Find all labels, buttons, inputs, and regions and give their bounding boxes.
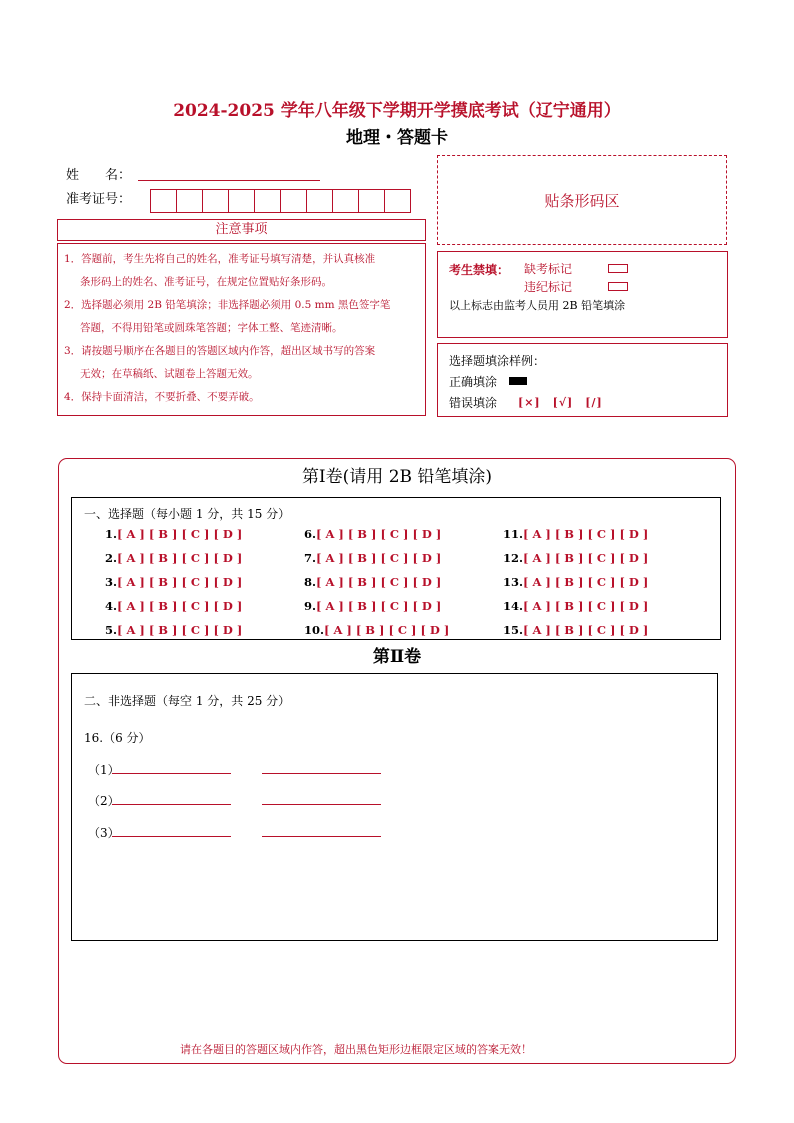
mc-question-number: 13. <box>503 575 524 589</box>
answer-blank[interactable] <box>262 773 381 774</box>
non-choice-box <box>71 673 718 941</box>
part2-title: 第Ⅱ卷 <box>372 647 422 667</box>
mc-options[interactable]: [ A ] [ B ] [ C ] [ D ] <box>316 527 442 541</box>
mc-options[interactable]: [ A ] [ B ] [ C ] [ D ] <box>117 551 243 565</box>
mc-options[interactable]: [ A ] [ B ] [ C ] [ D ] <box>117 599 243 613</box>
wrong-fill-examples: [×] [√] [/] <box>518 396 603 409</box>
mc-question-row[interactable] <box>304 527 441 541</box>
notice-item: 答题，不得用铅笔或圆珠笔答题；字体工整、笔迹清晰。 <box>80 322 343 334</box>
id-digit-box[interactable] <box>358 189 385 213</box>
answer-blank[interactable] <box>112 836 231 837</box>
mc-options[interactable]: [ A ] [ B ] [ C ] [ D ] <box>117 527 243 541</box>
mc-question-row[interactable] <box>105 575 242 589</box>
mc-options[interactable]: [ A ] [ B ] [ C ] [ D ] <box>316 575 442 589</box>
exam-subtitle: 地理・答题卡 <box>346 128 448 148</box>
mc-question-row[interactable] <box>105 599 242 613</box>
mc-question-row[interactable] <box>304 599 441 613</box>
multiple-choice-box <box>71 497 721 640</box>
id-digit-box[interactable] <box>150 189 177 213</box>
mc-question-number: 9. <box>304 599 317 613</box>
mc-question-row[interactable] <box>503 527 648 541</box>
examiner-only-label: 考生禁填： <box>449 263 510 277</box>
mc-question-row[interactable] <box>304 575 441 589</box>
mc-question-row[interactable] <box>503 599 648 613</box>
mc-question-number: 7. <box>304 551 317 565</box>
fill-sample-box <box>437 343 728 417</box>
id-digit-box[interactable] <box>254 189 281 213</box>
answer-blank[interactable] <box>112 773 231 774</box>
notice-item: 2．选择题必须用 2B 铅笔填涂；非选择题必须用 0.5 mm 黑色签字笔 <box>64 299 391 311</box>
barcode-area <box>437 155 727 245</box>
sub-question-label: （1） <box>88 763 120 777</box>
violation-mark-box[interactable] <box>608 282 628 291</box>
mc-options[interactable]: [ A ] [ B ] [ C ] [ D ] <box>523 575 649 589</box>
barcode-area-label: 贴条形码区 <box>544 191 620 210</box>
mc-options[interactable]: [ A ] [ B ] [ C ] [ D ] <box>523 551 649 565</box>
sub-question-label: （2） <box>88 794 120 808</box>
correct-fill-label: 正确填涂 <box>449 375 498 389</box>
answer-blank[interactable] <box>112 804 231 805</box>
id-label: 准考证号： <box>66 192 132 207</box>
mc-question-row[interactable] <box>503 623 648 637</box>
wrong-fill-label: 错误填涂 <box>449 396 498 410</box>
mc-question-number: 8. <box>304 575 317 589</box>
mc-question-number: 10. <box>304 623 325 637</box>
mc-section-title: 一、选择题（每小题 1 分，共 15 分） <box>84 507 291 521</box>
mc-options[interactable]: [ A ] [ B ] [ C ] [ D ] <box>316 551 442 565</box>
id-digit-box[interactable] <box>332 189 359 213</box>
mc-question-number: 5. <box>105 623 118 637</box>
sub-question-label: （3） <box>88 826 120 840</box>
mc-question-number: 3. <box>105 575 118 589</box>
mc-question-number: 1. <box>105 527 118 541</box>
mc-options[interactable]: [ A ] [ B ] [ C ] [ D ] <box>117 623 243 637</box>
mc-question-row[interactable] <box>304 551 441 565</box>
notice-heading: 注意事项 <box>57 219 426 241</box>
mc-question-number: 14. <box>503 599 524 613</box>
notice-item: 1．答题前，考生先将自己的姓名，准考证号填写清楚，并认真核准 <box>64 253 376 265</box>
mc-question-number: 11. <box>503 527 524 541</box>
violation-mark-label: 违纪标记 <box>524 280 573 294</box>
correct-fill-example <box>509 377 527 385</box>
notice-body <box>57 243 426 416</box>
mc-options[interactable]: [ A ] [ B ] [ C ] [ D ] <box>523 527 649 541</box>
mc-options[interactable]: [ A ] [ B ] [ C ] [ D ] <box>117 575 243 589</box>
notice-item: 3．请按题号顺序在各题目的答题区域内作答，超出区域书写的答案 <box>64 345 376 357</box>
mc-options[interactable]: [ A ] [ B ] [ C ] [ D ] <box>324 623 450 637</box>
answer-blank[interactable] <box>262 804 381 805</box>
mc-options[interactable]: [ A ] [ B ] [ C ] [ D ] <box>523 599 649 613</box>
notice-item: 4．保持卡面清洁，不要折叠、不要弄破。 <box>64 391 260 403</box>
absent-mark-box[interactable] <box>608 264 628 273</box>
absent-mark-label: 缺考标记 <box>524 262 573 276</box>
id-digit-box[interactable] <box>202 189 229 213</box>
mc-question-row[interactable] <box>304 623 449 637</box>
mc-question-row[interactable] <box>105 527 242 541</box>
mc-options[interactable]: [ A ] [ B ] [ C ] [ D ] <box>523 623 649 637</box>
id-digit-box[interactable] <box>384 189 411 213</box>
mc-question-row[interactable] <box>503 551 648 565</box>
mc-question-row[interactable] <box>105 551 242 565</box>
mc-question-number: 6. <box>304 527 317 541</box>
notice-item: 条形码上的姓名、准考证号，在规定位置贴好条形码。 <box>80 276 332 288</box>
mc-question-number: 12. <box>503 551 524 565</box>
examiner-only-box <box>437 251 728 338</box>
id-digit-box[interactable] <box>228 189 255 213</box>
mc-question-row[interactable] <box>503 575 648 589</box>
answer-blank[interactable] <box>262 836 381 837</box>
notice-item: 无效；在草稿纸、试题卷上答题无效。 <box>80 368 259 380</box>
exam-title: 2024-2025 学年八年级下学期开学摸底考试（辽宁通用） <box>173 101 621 121</box>
np-section-title: 二、非选择题（每空 1 分，共 25 分） <box>84 694 291 708</box>
id-number-boxes[interactable] <box>151 189 411 211</box>
fill-sample-title: 选择题填涂样例： <box>449 354 546 368</box>
id-digit-box[interactable] <box>306 189 333 213</box>
mc-question-number: 15. <box>503 623 524 637</box>
part1-title: 第Ⅰ卷(请用 2B 铅笔填涂) <box>301 467 493 487</box>
footer-warning: 请在各题目的答题区域内作答，超出黑色矩形边框限定区域的答案无效！ <box>180 1043 532 1056</box>
mc-question-number: 4. <box>105 599 118 613</box>
name-label: 姓 名： <box>66 168 132 183</box>
id-digit-box[interactable] <box>280 189 307 213</box>
question-16-label: 16.（6 分） <box>84 731 151 745</box>
examiner-note: 以上标志由监考人员用 2B 铅笔填涂 <box>449 299 626 312</box>
name-field[interactable] <box>138 180 320 181</box>
mc-question-row[interactable] <box>105 623 242 637</box>
mc-options[interactable]: [ A ] [ B ] [ C ] [ D ] <box>316 599 442 613</box>
mc-question-number: 2. <box>105 551 118 565</box>
id-digit-box[interactable] <box>176 189 203 213</box>
